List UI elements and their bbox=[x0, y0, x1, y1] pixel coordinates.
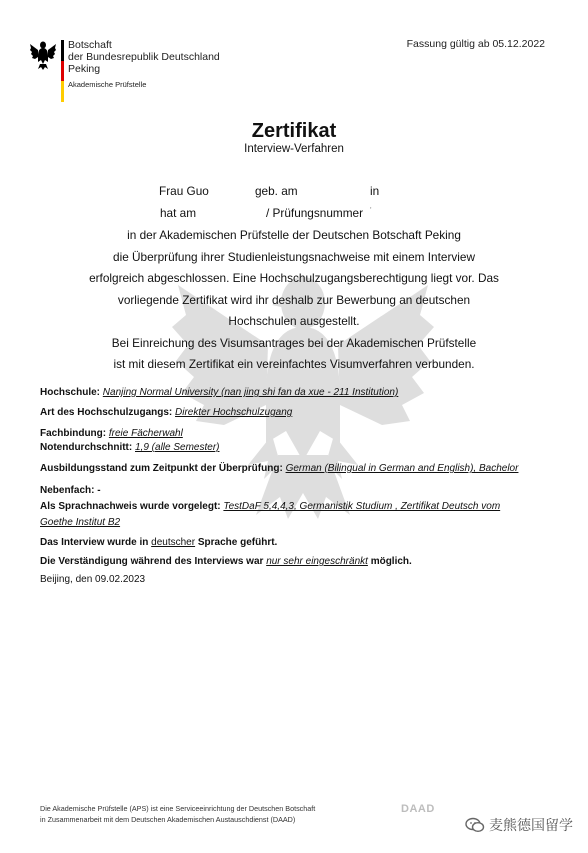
sprach-value-1: TestDaF 5,4,4,3, Germanistik Studium , Zertifikat Deutsch vom bbox=[223, 501, 501, 512]
flag-red bbox=[61, 61, 64, 82]
flag-gold bbox=[61, 81, 64, 102]
org-line-1: Botschaft bbox=[68, 39, 112, 51]
embassy-logo bbox=[30, 38, 220, 106]
birthplace-label: in bbox=[370, 184, 380, 198]
verstaendigung-pre: Die Verständigung während des Interviews war bbox=[40, 556, 264, 567]
nebenfach-row bbox=[40, 484, 101, 497]
document-subtitle: Interview-Verfahren bbox=[244, 143, 344, 155]
document-title: Zertifikat bbox=[251, 120, 337, 142]
sprach-label: Als Sprachnachweis wurde vorgelegt: bbox=[40, 501, 221, 512]
sprach-value-2: Goethe Institut B2 bbox=[40, 517, 121, 528]
place-date: Beijing, den 09.02.2023 bbox=[40, 574, 146, 585]
zugang-value: Direkter Hochschulzugang bbox=[175, 407, 293, 418]
zugang-row bbox=[40, 406, 292, 419]
note-label: Notendurchschnitt: bbox=[40, 442, 133, 453]
footer-line-2: in Zusammenarbeit mit dem Deutschen Akademischen Austauschdienst (DAAD) bbox=[40, 815, 296, 824]
intro-line-2 bbox=[0, 206, 588, 222]
note-row bbox=[40, 441, 219, 454]
born-label: geb. am bbox=[255, 184, 298, 198]
org-name bbox=[68, 39, 220, 89]
interview-pre: Das Interview wurde in bbox=[40, 537, 149, 548]
org-line-3: Peking bbox=[68, 63, 101, 75]
candidate-name: Frau Guo bbox=[159, 184, 209, 198]
org-sub: Akademische Prüfstelle bbox=[68, 80, 147, 89]
interview-post: Sprache geführt. bbox=[197, 537, 278, 548]
flag-stripe bbox=[61, 40, 64, 102]
hochschule-value: Nanjing Normal University (nan jing shi fan da xue - 211 Institution) bbox=[102, 387, 399, 398]
federal-eagle-icon bbox=[30, 40, 56, 70]
fach-row bbox=[40, 427, 183, 440]
flag-black bbox=[61, 40, 64, 61]
daad-logo: DAAD bbox=[401, 803, 435, 815]
body-line-7: ist mit diesem Zertifikat ein vereinfachtes Visumverfahren verbunden. bbox=[113, 357, 475, 371]
fach-value: freie Fächerwahl bbox=[108, 428, 183, 439]
note-value: 1,9 (alle Semester) bbox=[135, 442, 220, 453]
intro-line-1 bbox=[0, 184, 588, 200]
nebenfach-label: Nebenfach: - bbox=[40, 485, 101, 496]
exam-number-mark: ' bbox=[370, 206, 372, 215]
body-line-1: in der Akademischen Prüfstelle der Deutschen Botschaft Peking bbox=[127, 228, 461, 242]
date-label: hat am bbox=[160, 206, 197, 220]
version-note: Fassung gültig ab 05.12.2022 bbox=[406, 38, 545, 50]
footer-note bbox=[40, 803, 315, 825]
org-line-2: der Bundesrepublik Deutschland bbox=[68, 51, 220, 63]
fach-label: Fachbindung: bbox=[40, 428, 107, 439]
wechat-watermark bbox=[465, 815, 573, 835]
ausbildung-label: Ausbildungsstand zum Zeitpunkt der Überprüfung: bbox=[40, 463, 283, 474]
verstaendigung-post: möglich. bbox=[370, 556, 412, 567]
verstaendigung-value: nur sehr eingeschränkt bbox=[266, 556, 368, 567]
hochschule-row bbox=[40, 386, 398, 399]
hochschule-label: Hochschule: bbox=[40, 387, 101, 398]
body-line-6: Bei Einreichung des Visumsantrages bei der Akademischen Prüfstelle bbox=[111, 336, 477, 350]
body-line-5: Hochschulen ausgestellt. bbox=[228, 314, 360, 328]
ausbildung-row bbox=[40, 462, 518, 475]
ausbildung-value: German (Bilingual in German and English), Bachelor bbox=[285, 463, 519, 474]
interview-row bbox=[40, 536, 277, 549]
zugang-label: Art des Hochschulzugangs: bbox=[40, 407, 173, 418]
wechat-name: 麦熊德国留学 bbox=[489, 817, 573, 833]
body-line-3: erfolgreich abgeschlossen. Eine Hochschulzugangsberechtigung liegt vor. Das bbox=[89, 271, 499, 285]
verstaendigung-row bbox=[40, 555, 412, 568]
wechat-icon bbox=[465, 817, 485, 833]
interview-language: deutscher bbox=[151, 537, 196, 548]
body-line-2: die Überprüfung ihrer Studienleistungsnachweise mit einem Interview bbox=[113, 250, 475, 264]
body-line-4: vorliegende Zertifikat wird ihr deshalb zur Bewerbung an deutschen bbox=[117, 293, 471, 307]
sprach-row bbox=[40, 500, 500, 513]
sprach-row-2 bbox=[40, 516, 120, 529]
footer-line-1: Die Akademische Prüfstelle (APS) ist eine Serviceeinrichtung der Deutschen Botschaft bbox=[40, 804, 316, 813]
exam-number-label: / Prüfungsnummer bbox=[266, 206, 364, 220]
